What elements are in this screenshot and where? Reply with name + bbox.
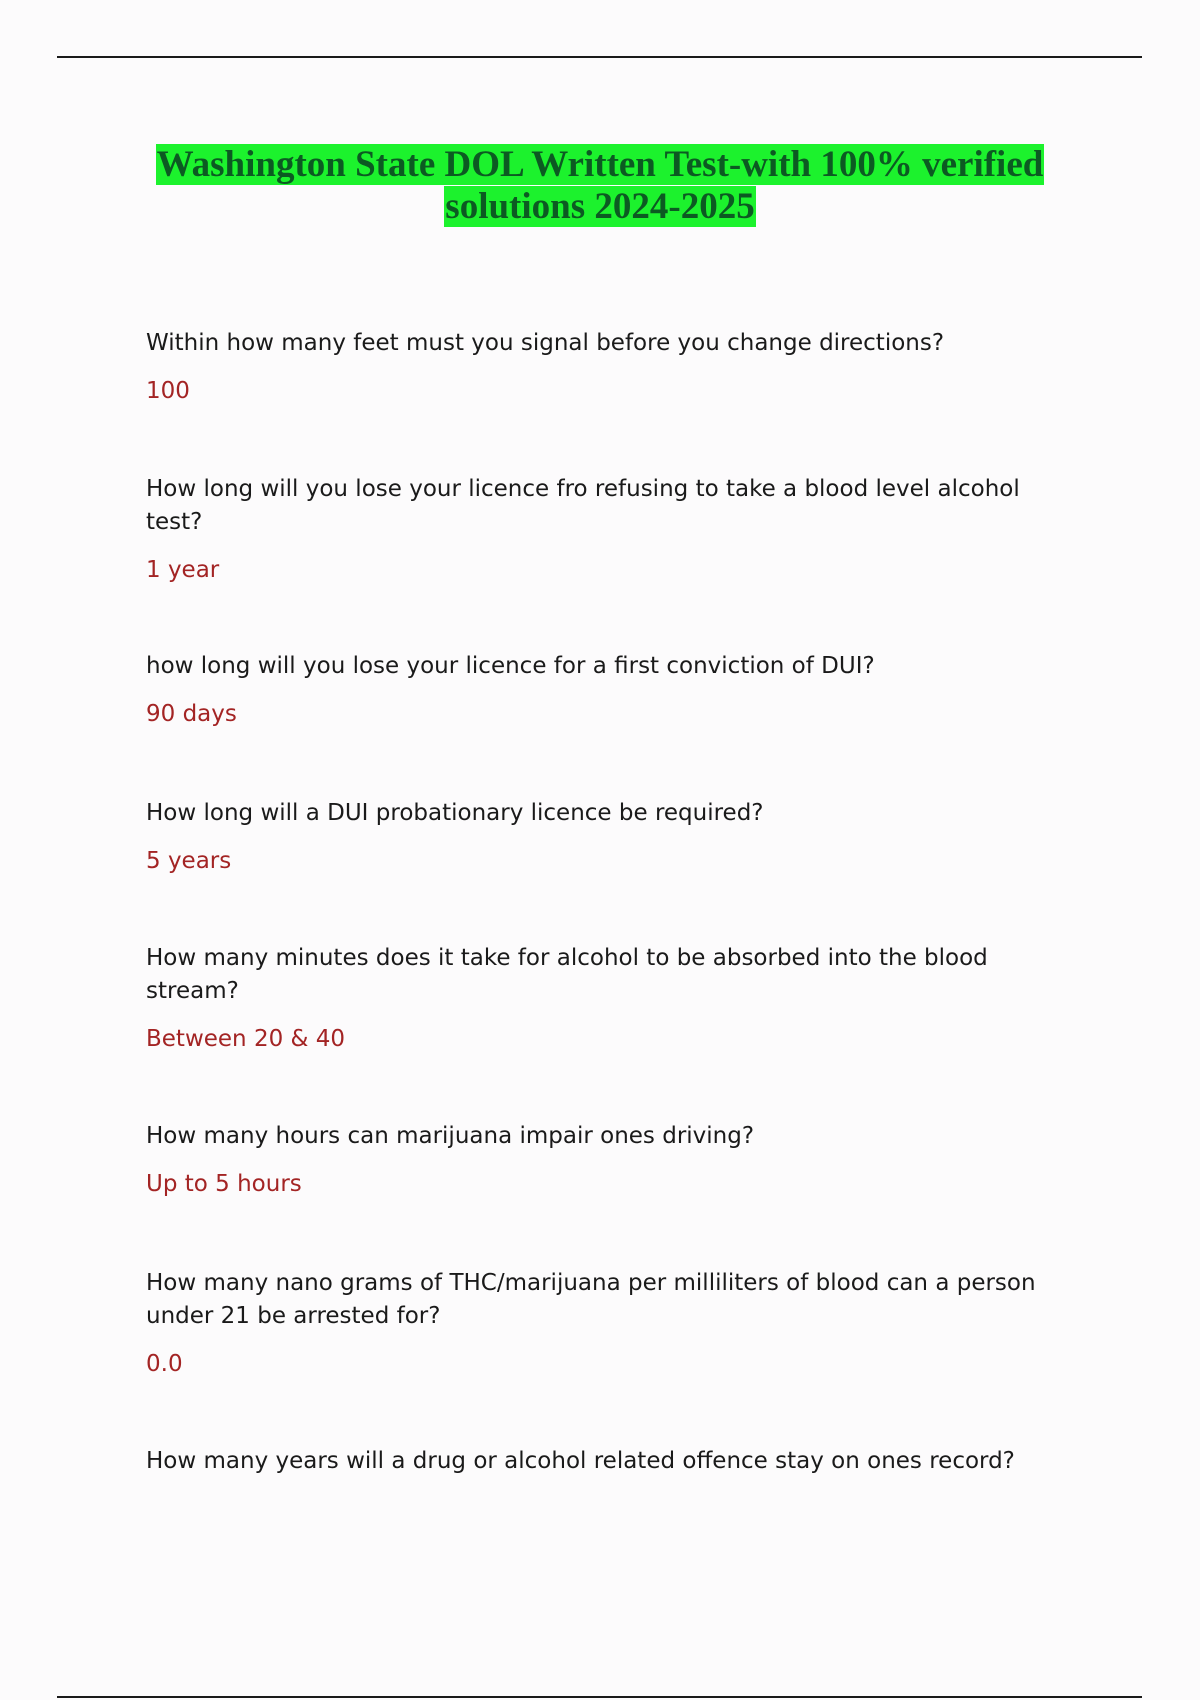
answer-text: Up to 5 hours — [146, 1171, 302, 1197]
question-text: how long will you lose your licence for a first conviction of DUI? — [146, 653, 875, 679]
question-text: How many hours can marijuana impair ones driving? — [146, 1123, 755, 1149]
question-text: Within how many feet must you signal before you change directions? — [146, 330, 945, 356]
header-rule — [57, 56, 1142, 58]
answer-text: 0.0 — [146, 1351, 183, 1377]
answer-text: 1 year — [146, 557, 220, 583]
qa-item-1 — [146, 327, 1046, 408]
question-text: How long will a DUI probationary licence be required? — [146, 800, 764, 826]
answer-text: 100 — [146, 378, 190, 404]
answer-text: Between 20 & 40 — [146, 1026, 346, 1052]
question-text: How many nano grams of THC/marijuana per milliliters of blood can a person under 21 be arrested for? — [146, 1270, 1036, 1329]
qa-item-8 — [146, 1445, 1046, 1478]
document-title — [100, 144, 1100, 228]
footer-rule — [57, 1696, 1142, 1698]
qa-item-3 — [146, 650, 1046, 731]
qa-item-5 — [146, 942, 1046, 1056]
qa-item-2 — [146, 473, 1046, 587]
qa-item-7 — [146, 1267, 1046, 1381]
answer-text: 90 days — [146, 701, 237, 727]
title-line-1: Washington State DOL Written Test-with 100% verified — [156, 144, 1044, 185]
title-line-2: solutions 2024-2025 — [445, 186, 755, 227]
qa-item-6 — [146, 1120, 1046, 1201]
qa-item-4 — [146, 797, 1046, 878]
question-text: How many minutes does it take for alcohol to be absorbed into the blood stream? — [146, 945, 988, 1004]
question-text: How long will you lose your licence fro refusing to take a blood level alcohol test? — [146, 476, 1020, 535]
answer-text: 5 years — [146, 848, 232, 874]
question-text: How many years will a drug or alcohol related offence stay on ones record? — [146, 1448, 1015, 1474]
